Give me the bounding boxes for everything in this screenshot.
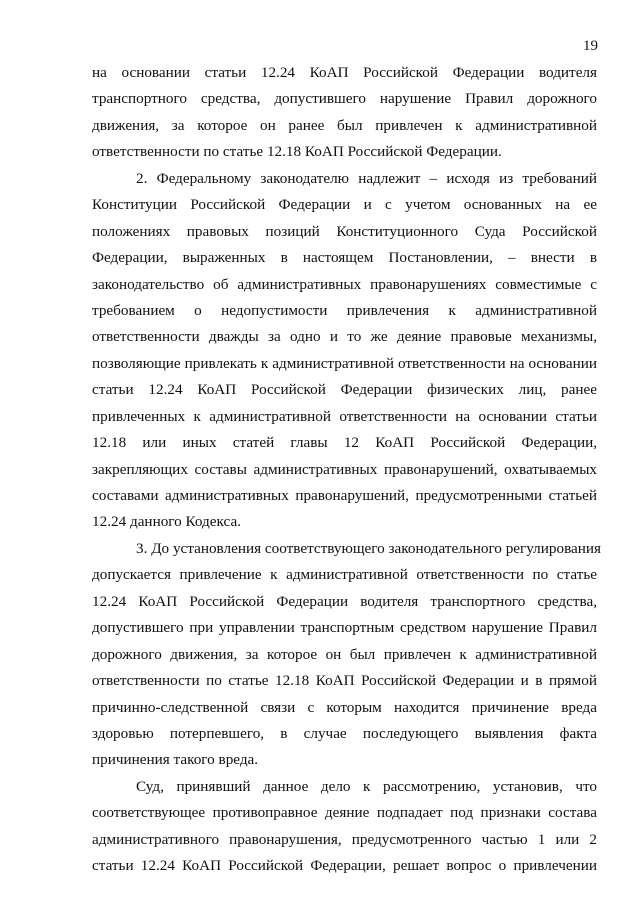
text-line: положениях правовых позиций Конституционного Суда Российской <box>92 222 597 240</box>
text-line: статьи 12.24 КоАП Российской Федерации, решает вопрос о привлечении <box>92 857 597 875</box>
text-line: привлеченных к административной ответственности на основании статьи <box>92 407 597 425</box>
text-line: 3. До установления соответствующего законодательного регулирования <box>136 539 602 557</box>
text-line: соответствующее противоправное деяние подпадает под признаки состава <box>92 804 597 822</box>
text-line: дорожного движения, за которое он был привлечен к административной <box>92 645 597 663</box>
text-line: 12.18 или иных статей главы 12 КоАП Российской Федерации, <box>92 434 597 452</box>
text-line: законодательство об административных правонарушениях совместимые с <box>92 275 597 293</box>
text-line: здоровью потерпевшего, в случае последующего выявления факта <box>92 724 597 742</box>
text-line: причинно-следственной связи с которым находится причинение вреда <box>92 698 597 716</box>
text-line: 2. Федеральному законодателю надлежит – исходя из требований <box>136 169 597 187</box>
text-line: ответственности дважды за одно и то же деяние правовые механизмы, <box>92 328 597 346</box>
text-line: 12.24 КоАП Российской Федерации водителя транспортного средства, <box>92 592 597 610</box>
text-line: административного правонарушения, предусмотренного частью 1 или 2 <box>92 830 597 848</box>
text-line: закрепляющих составы административных правонарушений, охватываемых <box>92 460 597 478</box>
document-body <box>92 60 602 880</box>
text-line: позволяющие привлекать к административной ответственности на основании <box>92 354 597 372</box>
text-line: статьи 12.24 КоАП Российской Федерации физических лиц, ранее <box>92 381 597 399</box>
text-line: Суд, принявший данное дело к рассмотрению, установив, что <box>136 777 597 795</box>
text-line: причинения такого вреда. <box>92 751 259 769</box>
text-line: транспортного средства, допустившего нарушение Правил дорожного <box>92 90 597 108</box>
text-line: допускается привлечение к административной ответственности по статье <box>92 566 597 584</box>
text-line: на основании статьи 12.24 КоАП Российской Федерации водителя <box>92 64 597 81</box>
paragraph <box>92 166 597 536</box>
text-line: ответственности по статье 12.18 КоАП Российской Федерации и в прямой <box>92 672 597 690</box>
page-number: 19 <box>583 38 598 54</box>
text-line: 12.24 данного Кодекса. <box>92 513 241 531</box>
paragraph <box>92 60 597 166</box>
text-line: Федерации, выраженных в настоящем Постановлении, – внести в <box>92 249 597 267</box>
paragraph <box>92 774 597 880</box>
text-line: требованием о недопустимости привлечения к административной <box>92 301 597 319</box>
text-line: ответственности по статье 12.18 КоАП Российской Федерации. <box>92 143 502 161</box>
text-line: движения, за которое он ранее был привлечен к административной <box>92 116 597 134</box>
text-line: допустившего при управлении транспортным средством нарушение Правил <box>92 619 597 637</box>
text-line: составами административных правонарушений, предусмотренными статьей <box>92 487 597 504</box>
paragraph <box>92 536 602 774</box>
text-line: Конституции Российской Федерации и с учетом основанных на ее <box>92 196 597 214</box>
